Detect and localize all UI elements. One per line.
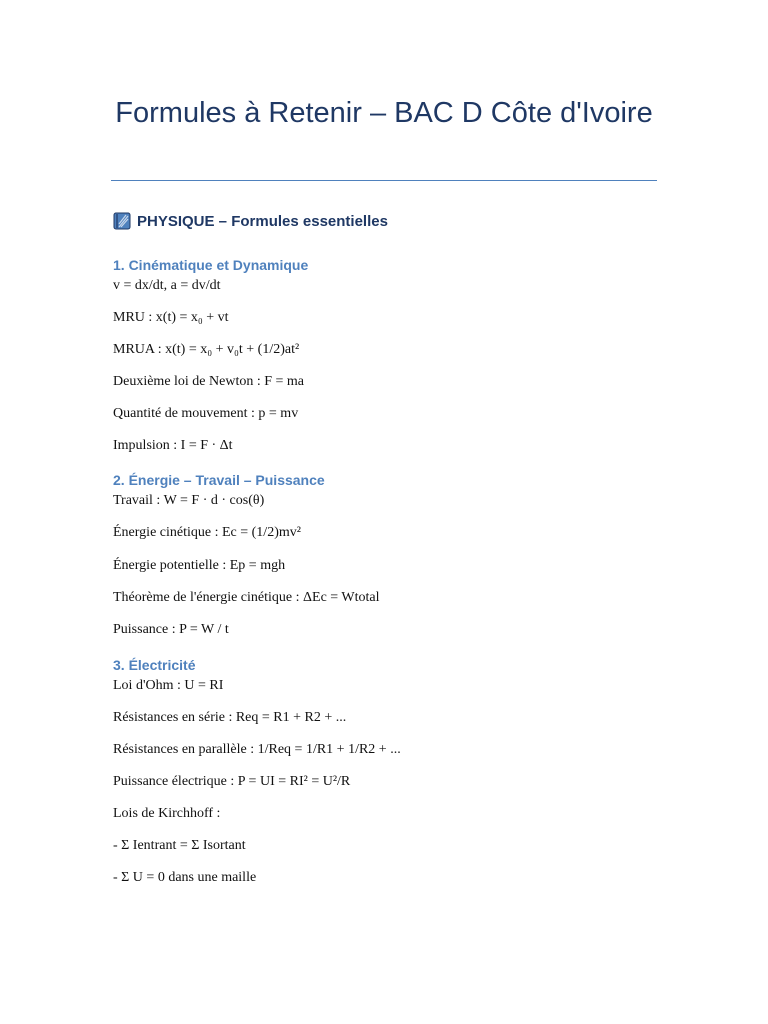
formula-line: v = dx/dt, a = dv/dt	[113, 278, 221, 293]
formula-line: Puissance : P = W / t	[113, 622, 229, 637]
formula-line: Impulsion : I = F · Δt	[113, 438, 233, 453]
section-heading-label: PHYSIQUE – Formules essentielles	[137, 212, 388, 230]
formula-line: Résistances en série : Req = R1 + R2 + ...	[113, 710, 347, 725]
formula-line: Loi d'Ohm : U = RI	[113, 678, 224, 693]
formula-line: Lois de Kirchhoff :	[113, 806, 221, 821]
formula-line: MRU : x(t) = x₀ + vt	[113, 310, 229, 325]
formula-line: Résistances en parallèle : 1/Req = 1/R1 + 1/R2 + ...	[113, 742, 401, 757]
title-divider	[111, 180, 657, 181]
book-icon	[113, 212, 131, 230]
formula-line: - Σ Ientrant = Σ Isortant	[113, 838, 246, 853]
formula-line: - Σ U = 0 dans une maille	[113, 870, 257, 885]
formula-line: Deuxième loi de Newton : F = ma	[113, 374, 305, 389]
formula-line: Énergie cinétique : Ec = (1/2)mv²	[113, 525, 301, 540]
formula-line: Quantité de mouvement : p = mv	[113, 406, 299, 421]
page-title: Formules à Retenir – BAC D Côte d'Ivoire	[115, 97, 653, 129]
formula-line: Puissance électrique : P = UI = RI² = U²/R	[113, 774, 351, 789]
section-heading-physique	[113, 212, 388, 230]
subsection-heading: 1. Cinématique et Dynamique	[113, 257, 309, 273]
subsection-heading: 2. Énergie – Travail – Puissance	[113, 472, 325, 488]
formula-line: MRUA : x(t) = x₀ + v₀t + (1/2)at²	[113, 342, 300, 357]
formula-line: Théorème de l'énergie cinétique : ΔEc = Wtotal	[113, 590, 380, 605]
subsection-heading: 3. Électricité	[113, 657, 196, 673]
formula-line: Énergie potentielle : Ep = mgh	[113, 558, 286, 573]
formula-line: Travail : W = F · d · cos(θ)	[113, 493, 265, 508]
